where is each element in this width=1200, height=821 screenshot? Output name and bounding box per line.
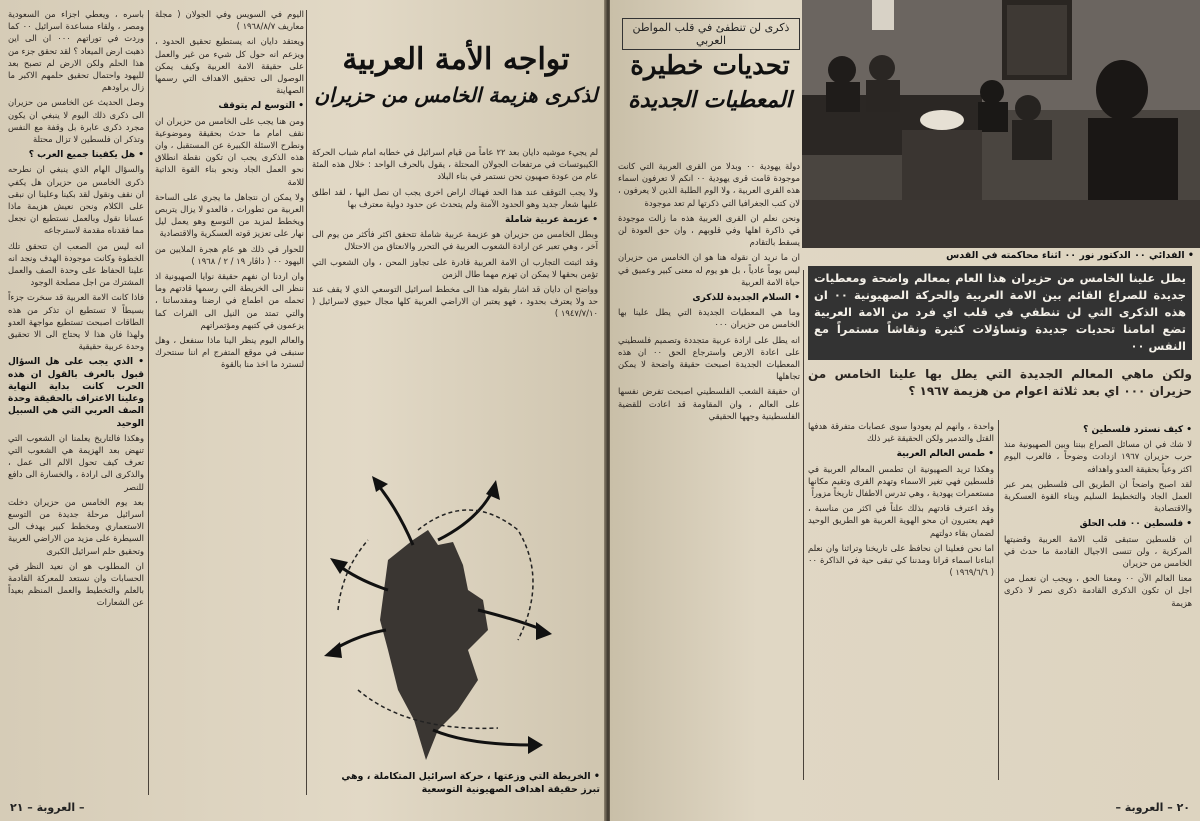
right-column-c (1004, 420, 1192, 780)
paragraph: والسؤال الهام الذي ينبغي ان نطرحه ذكرى الخامس من حزيران هل يكفي ان نقف ونقول لقد بكينا وعلينا ان نبقى على الكلام ونحن نعيش هزيمة ماذا عسانا نقول وبالعمل نستطيع ان نجعل مما فقدناه مقدمة لاسترجاعه (8, 164, 144, 236)
left-headline-line2: لذكرى هزيمة الخامس من حزيران (314, 83, 598, 107)
right-headline-line1: تحديات خطيرة (630, 51, 790, 81)
paragraph: ومن هنا يجب على الخامس من حزيران ان نقف امام ما حدث بحقيقة وموضوعية ونطرح الاسئلة الكبيرة عن المستقبل ، وان هذه الذكرى يجب ان تكون نقطة انطلاق نحو العمل الجاد ونحو بناء القوة الذاتية للامة (155, 115, 304, 187)
left-column-1 (8, 8, 144, 798)
paragraph: ان حقيقة الشعب الفلسطيني اصبحت تفرض نفسها على العالم ، وان المقاومة قد اعادت للقضية الفلسطينية وجهها الحقيقي (618, 386, 800, 421)
paragraph: ولا يمكن ان نتجاهل ما يجري على الساحة العربية من تطورات ، فالعدو لا يزال يتربص ويخطط لمزيد من التوسع وهو يعمل ليل نهار على تعزيز قوته العسكرية والاقتصادية (155, 191, 304, 239)
paragraph: وما هي المعطيات الجديدة التي يطل علينا بها الخامس من حزيران ٠٠٠ (618, 307, 800, 330)
photo-caption: • الفدائي ٠٠ الدكتور نور ٠٠ اثناء محاكمته في القدس (946, 250, 1194, 261)
left-folio: العروبة – ٢١ – (10, 801, 85, 814)
subheading: • السلام الجديدة للذكرى (692, 293, 800, 304)
map-shape (380, 530, 488, 760)
right-headline (620, 48, 800, 116)
subheading: • هل يكفينا جميع العرب ؟ (28, 150, 144, 161)
map-caption-line2: تبرز حقيقة اهداف الصهيونية التوسعية (421, 784, 600, 795)
paragraph: وان اردنا ان نفهم حقيقة نوايا الصهيونية اذ ننظر الى الخريطة التي رسمها قادتهم وما تحمله من اطماع في ارضنا ومقدساتنا ، والتي تمتد من النيل الى الفرات كما يزعمون في كتبهم ومؤتمراتهم (155, 271, 304, 330)
subheading: • كيف نسترد فلسطين ؟ (1083, 425, 1192, 435)
arrow-south (433, 730, 533, 745)
paragraph: باسره ، ويعطي اجزاء من السعودية ومصر ، ولقاء مساعدة اسرائيل ٠٠ كما وردت في توراتهم ٠٠٠ ان الى اين ذهبت ارض الميعاد ؟ لقد تحقق جزء من هذا الحلم ولكن الارض لم تصبح بعد لليهود واحتمال تحقيق حلمهم الاكبر ما زال يراودهم (8, 9, 144, 93)
intro-question-text: ولكن ماهي المعالم الجديدة التي يطل بها علينا الخامس من حزيران ٠٠٠ اي بعد ثلاثة اعوام من هزيمة ١٩٦٧ ؟ (808, 367, 1192, 398)
paragraph: ونحن نعلم ان القرى العربية هذه ما زالت موجودة في ذاكرة اهلها وفي قلوبهم ، وان حق العودة لن يسقط بالتقادم (618, 212, 800, 248)
paragraph: بعد يوم الخامس من حزيران دخلت اسرائيل مرحلة جديدة من التوسع الاستعماري ومخطط كبير يهدف الى السيطرة على مزيد من الاراضي العربية وتحقيق حلم اسرائيل الكبرى (8, 496, 144, 556)
intro-box (808, 266, 1192, 360)
map-caption (312, 770, 600, 796)
intro-box-text: يطل علينا الخامس من حزيران هذا العام بمعالم واضحة ومعطيات جديدة للصراع القائم بين الامة العربية والحركة الصهيونية ٠٠ ان هذه الذكرى التي لن تنطفي في قلب اي فرد من الامة العربية تضع امامنا تحديات جديدة وتساؤلات كثيرة ونقاشاً مستمراً مع النفس ٠٠ (814, 271, 1186, 353)
paragraph: ولا يجب التوقف عند هذا الحد فهناك اراض اخرى يجب ان نصل اليها ، لقد اطلق عليها شعار جديد وهو الحدود الآمنة ولم يتحدث عن حدود دولية معترف بها (312, 186, 598, 209)
paragraph: واحدة ، وانهم لم يعودوا سوى عصابات متفرقة هدفها القتل والتدمير ولكن الحقيقة غير ذلك (808, 421, 994, 444)
paragraph: لم يجيء موشيه دايان بعد ٢٢ عاماً من قيام اسرائيل في خطابه امام شباب الحركة الكيبوتسات في مرتفعات الجولان المحتلة ، يقول بالحرف الواحد : خلال هذه المئة عام من عودة صهيون نحن نستمر في بناء البلاد (312, 147, 598, 182)
left-column-3 (312, 146, 598, 466)
left-headline-line1: تواجه الأمة العربية (342, 42, 570, 77)
right-page (610, 0, 1200, 821)
paragraph: ويعتقد دايان انه يستطيع تحقيق الحدود ، ويزعم انه حول كل شيء من غير والعمل على حقيقة الامة العربية وكيف يمكن الوصول الى تحقيق الاهداف التي رسمها الصهاينة (155, 36, 304, 96)
paragraph: وقد اعترف قادتهم بذلك علناً في اكثر من مناسبة ، فهم يعتبرون ان محو الهوية العربية هو الطريق الوحيد لضمان بقاء دولتهم (808, 503, 994, 538)
paragraph: دولة يهودية ٠٠ وبدلا من القرى العربية التي كانت موجودة قامت قرى يهودية ٠٠ انكم لا تعرفون اسماء هذه القرى العربية ، ولا الوم الطلبة الذين لا يعرفون ، لان كتب الجغرافيا التي ذكرتها لم تعد موجودة (618, 161, 800, 208)
paragraph: وهكذا تريد الصهيونية ان تطمس المعالم العربية في فلسطين فهي تغير الاسماء وتهدم القرى وتقيم مكانها مستعمرات يهودية ، وهي تدرس الاطفال تاريخاً مزوراً (808, 463, 994, 499)
arrow-west-2 (333, 630, 386, 650)
right-column-b (808, 420, 994, 780)
left-headline (312, 40, 600, 110)
map-caption-line1: • الخريطة التي وزعتها ، حركة اسرائيل المتكاملة ، وهي (341, 771, 600, 782)
paragraph: وبطل الخامس من حزيران هو عزيمة عربية شاملة تتحقق اكثر فأكثر من يوم الى آخر ، وهي تعبر عن ارادة الشعوب العربية في التحرر والانعتاق من الاحتلال (312, 229, 598, 252)
paragraph: انه ليس من الصعب ان تتحقق تلك الخطوة وكانت موجودة الهدف ونجد انه علينا الحفاظ على وحدة الصف والعمل المشترك من اجل مصلحة الوجود (8, 240, 144, 288)
right-folio: – ٢٠ – العروبة (1115, 801, 1190, 814)
paragraph: فاذا كانت الامة العربية قد سخرت جزءاً بسيطاً لا تستطيع ان تذكر من هذه الطاقات اصبحت تستطيع مواجهة العدو ولهذا فان هذا لا يحتاج الى الا تحقيق وحدة عربية حقيقية (8, 292, 144, 352)
right-column-a (618, 160, 800, 780)
paragraph: لا شك في ان مسائل الصراع بيننا وبين الصهيونية منذ حرب حزيران ١٩٦٧ ازدادت وضوحاً ، فالعرب اليوم اكثر وعياً بحقيقة العدو واهدافه (1004, 439, 1192, 474)
arrow-northeast (438, 490, 493, 540)
paragraph: للحوار في ذلك هو عام هجرة الملايين من اليهود ٠٠ ( داڤار ١٩ / ٢ / ١٩٦٨ ) (155, 243, 304, 266)
paragraph: وصل الحديث عن الخامس من حزيران الى ذكرى ذلك اليوم لا ينبغي ان يكون مجرد ذكرى عابرة بل وقفة مع النفس وتذكر ان فلسطين لا تزال محتلة (8, 97, 144, 145)
right-headline-line2: المعطيات الجديدة (628, 87, 792, 113)
arrow-north (378, 485, 413, 545)
courtroom-photo-drawing (802, 0, 1200, 248)
paragraph: وهكذا فالتاريخ يعلمنا ان الشعوب التي تنهض بعد الهزيمة هي الشعوب التي تعرف كيف تحول الالم الى عمل ، والذكرى الى ارادة ، والخسارة الى دافع للنصر (8, 432, 144, 492)
subheading: • الذي يجب على هل السؤال قبول بالعرف بالقول ان هذه الحرب كانت بداية النهاية وعلينا الاعتراف بالحقيقة وحدة الصف العربي التي هي السبيل الوحيد (8, 357, 144, 429)
paragraph: وواضح ان دايان قد اشار بقوله هذا الى مخطط اسرائيل التوسعي الذي لا يقف عند حد ولا يعترف بحدود ، فهو يعتبر ان الاراضي العربية كلها مجال حيوي لاسرائيل ( ١٩٤٧/٧/١٠ ) (312, 284, 598, 319)
subheading: • طمس العالم العربية (896, 449, 994, 460)
paragraph: والعالم اليوم ينظر الينا ماذا سنفعل ، وهل سنبقى في موقع المتفرج ام اننا سنتحرك لنسترد ما اخذ منا بالقوة (155, 335, 304, 370)
expansion-map-graphic (318, 470, 558, 770)
paragraph: ان المطلوب هو ان نعيد النظر في الحسابات وان نستعد للمعركة القادمة بالعلم والتخطيط والعمل المنظم بعيداً عن الشعارات (8, 560, 144, 608)
paragraph: ان فلسطين ستبقى قلب الامة العربية وقضيتها المركزية ، ولن تنسى الاجيال القادمة ما حدث في الخامس من حزيران (1004, 533, 1192, 569)
subheading: • عزيمة عربية شاملة (505, 215, 598, 226)
paragraph: لقد اصبح واضحاً ان الطريق الى فلسطين يمر عبر العمل الجاد والتخطيط السليم وبناء القوة العسكرية والاقتصادية (1004, 478, 1192, 514)
paragraph: اليوم في السويس وفي الجولان ( مجلة معاريف ١٩٦٨/٨/٧ ) (155, 9, 304, 32)
arrow-west-1 (338, 565, 388, 590)
paragraph: وقد اثبتت التجارب ان الامة العربية قادرة على تجاوز المحن ، وان الشعوب التي تؤمن بحقها لا يمكن ان تهزم مهما طال الزمن (312, 256, 598, 279)
courtroom-photo (802, 0, 1200, 248)
paragraph: معنا العالم الآن ٠٠ ومعنا الحق ، ويجب ان نعمل من اجل ان تكون الذكرى القادمة ذكرى نصر لا ذكرى هزيمة (1004, 573, 1192, 608)
paragraph: انه يطل على ارادة عربية متجددة وتصميم فلسطيني على اعادة الارض واسترجاع الحق ٠٠ ان هذه المعطيات الجديدة اصبحت حقيقة واضحة لا يمكن تجاهلها (618, 334, 800, 382)
arrow-east (478, 610, 543, 630)
subheading: • فلسطين ٠٠ قلب الحلق (1079, 519, 1192, 530)
subheading: • التوسع لم يتوقف (218, 101, 304, 112)
left-column-2 (155, 8, 304, 798)
right-tagline: ذكرى لن تنطفئ في قلب المواطن العربي (622, 18, 800, 50)
paragraph: اما نحن فعلينا ان نحافظ على تاريخنا وتراثنا وان نعلم ابناءنا اسماء قرانا ومدننا كي تبقى حية في الذاكرة ٠٠ ( ١٩٦٩/٦/٦ ) (808, 542, 994, 578)
paragraph: ان ما نريد ان نقوله هنا هو ان الخامس من حزيران ليس يوماً عادياً ، بل هو يوم له معنى كبير وعميق في حياة الامة العربية (618, 252, 800, 287)
intro-question (808, 366, 1192, 414)
